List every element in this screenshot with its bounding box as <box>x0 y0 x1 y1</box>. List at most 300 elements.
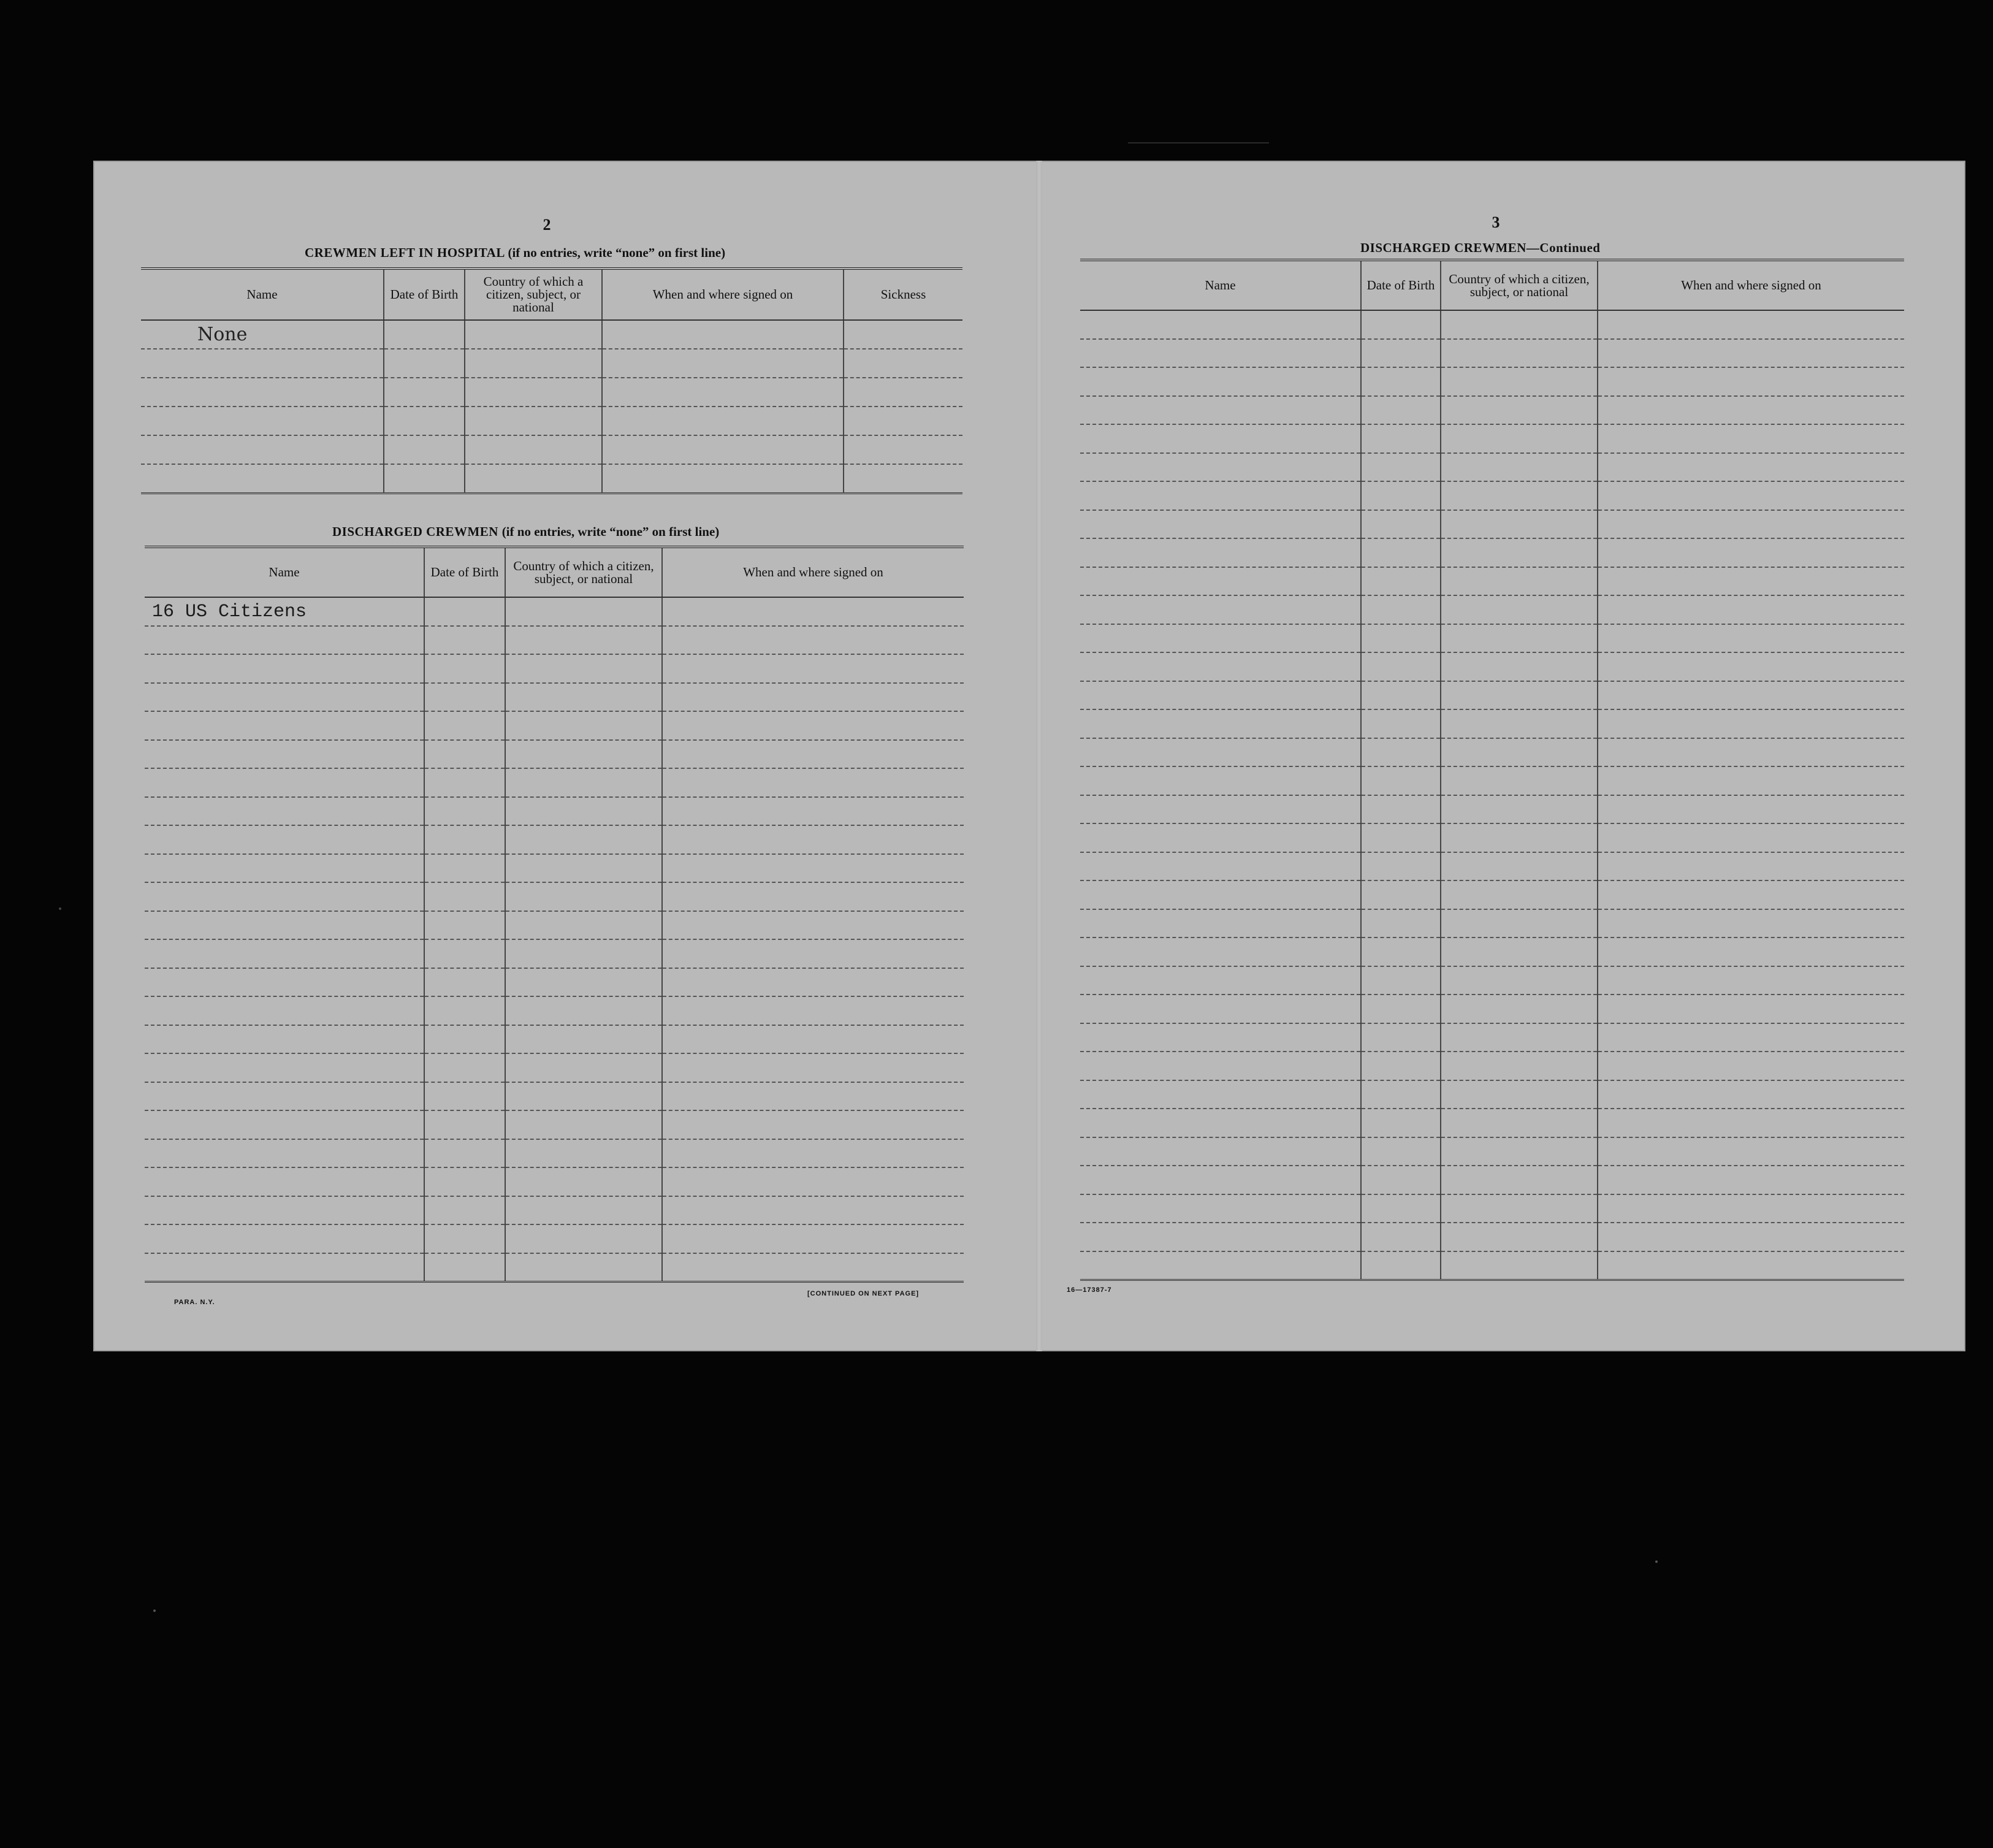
table-cell <box>662 968 964 997</box>
table-cell <box>384 464 465 493</box>
table-row <box>145 854 964 883</box>
scan-artifact <box>1655 1560 1658 1563</box>
table-cell <box>1441 595 1598 624</box>
col-date-of-birth: Date of Birth <box>384 269 465 320</box>
table-cell <box>1080 1023 1361 1052</box>
table-cell <box>844 320 962 349</box>
table-row <box>1080 709 1904 738</box>
left-page <box>93 161 1036 1351</box>
table-cell <box>1361 738 1441 767</box>
table-cell <box>1361 1137 1441 1166</box>
table-row <box>141 435 962 464</box>
table-cell <box>1361 937 1441 966</box>
table-cell <box>662 1110 964 1139</box>
table-cell <box>1441 538 1598 567</box>
table-row <box>1080 937 1904 966</box>
table-row <box>141 464 962 493</box>
table-cell <box>1361 567 1441 596</box>
table-cell <box>1441 966 1598 995</box>
table-row <box>145 1025 964 1054</box>
table-cell <box>141 435 384 464</box>
table-cell <box>424 1224 505 1253</box>
table-row <box>145 626 964 655</box>
table-row <box>145 1110 964 1139</box>
table-cell <box>145 1025 424 1054</box>
table-cell <box>1441 766 1598 795</box>
table-cell <box>662 825 964 854</box>
table-row <box>1080 966 1904 995</box>
table-cell <box>844 349 962 378</box>
table-row <box>1080 1223 1904 1251</box>
table-cell <box>1361 367 1441 396</box>
table-cell <box>505 711 662 740</box>
page-fold <box>1036 161 1042 1351</box>
table-row <box>145 1082 964 1111</box>
table-cell <box>1441 1137 1598 1166</box>
table-row <box>1080 1109 1904 1137</box>
table-cell <box>1080 880 1361 909</box>
table-cell <box>1441 709 1598 738</box>
table-row <box>145 911 964 940</box>
table-cell <box>1441 396 1598 425</box>
table-cell <box>465 407 602 435</box>
table-cell <box>1598 709 1904 738</box>
table-cell <box>424 911 505 940</box>
table-cell <box>505 1196 662 1225</box>
table-cell <box>1080 1194 1361 1223</box>
table-cell <box>1598 1223 1904 1251</box>
table-cell <box>1441 424 1598 453</box>
table-cell <box>1441 681 1598 710</box>
table-cell <box>1598 481 1904 510</box>
table-cell <box>1361 1023 1441 1052</box>
table-cell <box>1361 652 1441 681</box>
table-cell <box>1361 1080 1441 1109</box>
table-cell <box>1361 1166 1441 1194</box>
table-cell <box>1441 909 1598 938</box>
table-cell <box>1441 1052 1598 1080</box>
table-cell <box>1441 852 1598 881</box>
table-row <box>1080 852 1904 881</box>
table-cell <box>662 597 964 626</box>
continued-note: [CONTINUED ON NEXT PAGE] <box>807 1290 920 1297</box>
table-cell <box>1598 909 1904 938</box>
table-cell <box>145 996 424 1025</box>
table-cell <box>384 320 465 349</box>
table-cell <box>1598 310 1904 339</box>
table-cell <box>145 1196 424 1225</box>
table-cell <box>1361 481 1441 510</box>
table-cell <box>662 911 964 940</box>
table-cell <box>662 1082 964 1111</box>
table-cell <box>662 797 964 826</box>
table-cell <box>662 683 964 712</box>
table-cell <box>1598 966 1904 995</box>
discharged-section-title <box>332 524 719 540</box>
table-cell <box>1361 1109 1441 1137</box>
table-cell <box>424 1253 505 1282</box>
table-cell <box>145 968 424 997</box>
col-signed-on: When and where signed on <box>662 547 964 597</box>
table-cell <box>424 654 505 683</box>
table-cell <box>505 1110 662 1139</box>
col-name: Name <box>1080 260 1361 310</box>
table-cell <box>465 320 602 349</box>
table-cell <box>844 464 962 493</box>
right-page <box>1042 161 1965 1351</box>
table-cell <box>505 968 662 997</box>
table-cell <box>1598 396 1904 425</box>
table-cell <box>145 626 424 655</box>
table-cell <box>505 1082 662 1111</box>
table-cell <box>1361 310 1441 339</box>
table-cell <box>1441 995 1598 1023</box>
table-cell <box>505 797 662 826</box>
table-row <box>1080 766 1904 795</box>
table-cell <box>145 1167 424 1196</box>
table-cell <box>505 882 662 911</box>
table-cell <box>662 1025 964 1054</box>
table-cell <box>1441 738 1598 767</box>
table-row <box>145 939 964 968</box>
table-cell <box>1080 510 1361 539</box>
table-cell <box>141 464 384 493</box>
table-row <box>1080 453 1904 482</box>
table-cell <box>505 626 662 655</box>
table-cell <box>424 683 505 712</box>
table-cell <box>1361 339 1441 368</box>
table-cell <box>424 626 505 655</box>
table-row <box>145 1167 964 1196</box>
table-row <box>141 378 962 407</box>
table-cell <box>1598 852 1904 881</box>
table-cell <box>1361 766 1441 795</box>
table-cell <box>424 1139 505 1168</box>
table-cell <box>384 349 465 378</box>
table-cell <box>1598 510 1904 539</box>
table-row <box>1080 595 1904 624</box>
table-cell <box>1441 510 1598 539</box>
table-cell <box>505 597 662 626</box>
table-cell <box>384 378 465 407</box>
table-cell <box>1598 995 1904 1023</box>
table-cell <box>1080 367 1361 396</box>
table-cell <box>1441 1109 1598 1137</box>
table-cell <box>505 1224 662 1253</box>
table-cell <box>662 939 964 968</box>
table-cell <box>1361 966 1441 995</box>
table-cell <box>1441 1251 1598 1280</box>
table-cell <box>505 911 662 940</box>
table-cell <box>145 654 424 683</box>
table-row <box>145 740 964 769</box>
table-row <box>1080 339 1904 368</box>
table-cell <box>1080 709 1361 738</box>
table-cell <box>1080 937 1361 966</box>
table-cell <box>662 1167 964 1196</box>
table-cell <box>1361 995 1441 1023</box>
table-cell <box>1361 453 1441 482</box>
table-cell <box>662 882 964 911</box>
table-row <box>1080 1166 1904 1194</box>
col-name: Name <box>145 547 424 597</box>
table-cell <box>662 626 964 655</box>
discharged-title: DISCHARGED CREWMEN <box>332 524 498 539</box>
table-row <box>145 597 964 626</box>
table-cell <box>662 996 964 1025</box>
table-cell <box>1080 1137 1361 1166</box>
table-cell <box>1441 1023 1598 1052</box>
table-row <box>145 882 964 911</box>
table-cell <box>1441 652 1598 681</box>
table-cell <box>505 1053 662 1082</box>
table-cell <box>1598 1023 1904 1052</box>
scan-artifact <box>59 907 61 910</box>
col-date-of-birth: Date of Birth <box>1361 260 1441 310</box>
table-cell <box>602 320 844 349</box>
table-cell <box>1598 453 1904 482</box>
table-cell <box>1361 1251 1441 1280</box>
hospital-title: CREWMEN LEFT IN HOSPITAL <box>305 245 505 260</box>
table-cell <box>505 996 662 1025</box>
table-cell <box>384 435 465 464</box>
table-cell <box>505 1253 662 1282</box>
table-row <box>145 654 964 683</box>
table-cell <box>424 825 505 854</box>
table-cell <box>844 435 962 464</box>
table-cell <box>1080 966 1361 995</box>
discharged-table <box>145 546 964 1283</box>
table-cell <box>1080 538 1361 567</box>
table-cell <box>1080 1166 1361 1194</box>
col-signed-on: When and where signed on <box>1598 260 1904 310</box>
col-country: Country of which a citizen, subject, or national <box>505 547 662 597</box>
table-row <box>145 711 964 740</box>
table-cell <box>465 435 602 464</box>
table-cell <box>1361 1194 1441 1223</box>
table-cell <box>602 378 844 407</box>
table-cell <box>1598 1052 1904 1080</box>
table-row <box>1080 310 1904 339</box>
table-cell <box>1598 339 1904 368</box>
table-cell <box>424 939 505 968</box>
table-cell <box>844 407 962 435</box>
hospital-rows <box>141 320 962 493</box>
table-cell <box>662 1139 964 1168</box>
table-row <box>141 349 962 378</box>
table-cell <box>1441 823 1598 852</box>
table-cell <box>1361 795 1441 824</box>
table-row <box>145 768 964 797</box>
table-cell <box>1080 681 1361 710</box>
table-cell <box>145 911 424 940</box>
table-cell <box>662 1053 964 1082</box>
table-row <box>1080 424 1904 453</box>
table-cell <box>1598 367 1904 396</box>
table-cell <box>424 597 505 626</box>
table-cell <box>662 1224 964 1253</box>
discharged-note: (if no entries, write “none” on first line) <box>501 524 720 539</box>
printer-mark: PARA. N.Y. <box>174 1299 215 1306</box>
table-row <box>1080 1080 1904 1109</box>
table-cell <box>602 464 844 493</box>
table-cell <box>424 968 505 997</box>
table-row <box>1080 823 1904 852</box>
table-cell <box>145 1139 424 1168</box>
table-cell <box>384 407 465 435</box>
hospital-table <box>141 267 962 494</box>
table-cell <box>1080 652 1361 681</box>
table-cell <box>1598 1080 1904 1109</box>
table-cell <box>602 435 844 464</box>
table-row <box>145 1196 964 1225</box>
table-cell <box>424 996 505 1025</box>
table-cell <box>505 825 662 854</box>
table-cell <box>424 854 505 883</box>
discharged-continued-rows <box>1080 310 1904 1280</box>
table-cell <box>1598 1251 1904 1280</box>
table-cell <box>1361 1223 1441 1251</box>
table-cell <box>424 1025 505 1054</box>
col-country: Country of which a citizen, subject, or national <box>1441 260 1598 310</box>
table-cell <box>424 740 505 769</box>
table-row <box>1080 367 1904 396</box>
table-row <box>1080 1052 1904 1080</box>
table-cell <box>1598 538 1904 567</box>
table-row <box>1080 538 1904 567</box>
table-cell <box>505 1025 662 1054</box>
page-number: 2 <box>543 216 551 234</box>
table-row <box>145 1224 964 1253</box>
table-cell <box>1080 567 1361 596</box>
table-cell <box>1361 909 1441 938</box>
table-cell <box>1361 538 1441 567</box>
table-cell <box>1441 567 1598 596</box>
table-cell <box>1361 709 1441 738</box>
table-cell <box>505 654 662 683</box>
table-cell <box>424 1196 505 1225</box>
table-cell <box>1080 310 1361 339</box>
table-cell <box>1080 339 1361 368</box>
table-cell <box>1441 937 1598 966</box>
hospital-note: (if no entries, write “none” on first line) <box>508 245 726 260</box>
table-cell <box>1598 595 1904 624</box>
table-cell <box>662 711 964 740</box>
table-cell <box>145 683 424 712</box>
table-cell <box>424 1167 505 1196</box>
table-cell <box>1598 1109 1904 1137</box>
table-cell <box>145 854 424 883</box>
table-cell <box>1080 1223 1361 1251</box>
table-cell <box>1598 1166 1904 1194</box>
table-cell <box>465 464 602 493</box>
table-cell <box>505 768 662 797</box>
table-cell <box>1441 310 1598 339</box>
col-country: Country of which a citizen, subject, or national <box>465 269 602 320</box>
table-row <box>1080 567 1904 596</box>
table-cell <box>1441 1166 1598 1194</box>
table-cell <box>1598 624 1904 653</box>
table-cell <box>662 1196 964 1225</box>
table-cell <box>1361 823 1441 852</box>
table-cell <box>1441 1194 1598 1223</box>
table-row <box>145 797 964 826</box>
table-cell <box>505 683 662 712</box>
table-cell <box>1598 880 1904 909</box>
table-cell <box>1441 367 1598 396</box>
table-row <box>1080 681 1904 710</box>
table-cell <box>662 654 964 683</box>
table-cell <box>145 1082 424 1111</box>
table-cell <box>602 349 844 378</box>
table-cell <box>1080 396 1361 425</box>
table-row <box>1080 652 1904 681</box>
table-cell <box>1598 823 1904 852</box>
table-row <box>141 407 962 435</box>
table-cell <box>1361 595 1441 624</box>
table-row <box>145 1253 964 1282</box>
table-cell <box>145 825 424 854</box>
table-cell <box>1361 880 1441 909</box>
table-cell <box>1080 823 1361 852</box>
table-cell <box>1080 424 1361 453</box>
hospital-section-title <box>305 245 725 261</box>
scan-artifact <box>153 1609 156 1612</box>
table-cell <box>602 407 844 435</box>
table-cell <box>1598 1194 1904 1223</box>
scan-artifact <box>1128 142 1269 143</box>
table-row <box>1080 396 1904 425</box>
table-row <box>1080 909 1904 938</box>
table-cell <box>1598 795 1904 824</box>
table-row <box>1080 995 1904 1023</box>
table-cell <box>1598 738 1904 767</box>
table-cell <box>424 711 505 740</box>
table-cell <box>1598 766 1904 795</box>
table-cell <box>424 882 505 911</box>
table-cell <box>1080 909 1361 938</box>
table-cell <box>662 854 964 883</box>
table-cell <box>1361 424 1441 453</box>
table-cell <box>1080 995 1361 1023</box>
table-cell <box>1441 795 1598 824</box>
table-cell <box>1361 510 1441 539</box>
table-cell <box>465 378 602 407</box>
table-cell <box>1080 595 1361 624</box>
table-cell <box>1361 396 1441 425</box>
discharged-rows <box>145 597 964 1281</box>
table-cell <box>1441 1223 1598 1251</box>
table-cell <box>1361 1052 1441 1080</box>
table-cell <box>1080 453 1361 482</box>
table-cell <box>1080 795 1361 824</box>
table-row <box>145 996 964 1025</box>
table-row <box>1080 738 1904 767</box>
table-cell <box>145 1053 424 1082</box>
table-cell <box>1598 937 1904 966</box>
table-cell <box>465 349 602 378</box>
table-cell <box>145 597 424 626</box>
table-cell <box>1441 1080 1598 1109</box>
table-cell <box>1361 852 1441 881</box>
col-date-of-birth: Date of Birth <box>424 547 505 597</box>
table-cell <box>145 882 424 911</box>
table-cell <box>505 854 662 883</box>
table-cell <box>1441 481 1598 510</box>
table-cell <box>1441 880 1598 909</box>
table-row <box>1080 1137 1904 1166</box>
entry-text: 16 US Citizens <box>152 601 307 623</box>
